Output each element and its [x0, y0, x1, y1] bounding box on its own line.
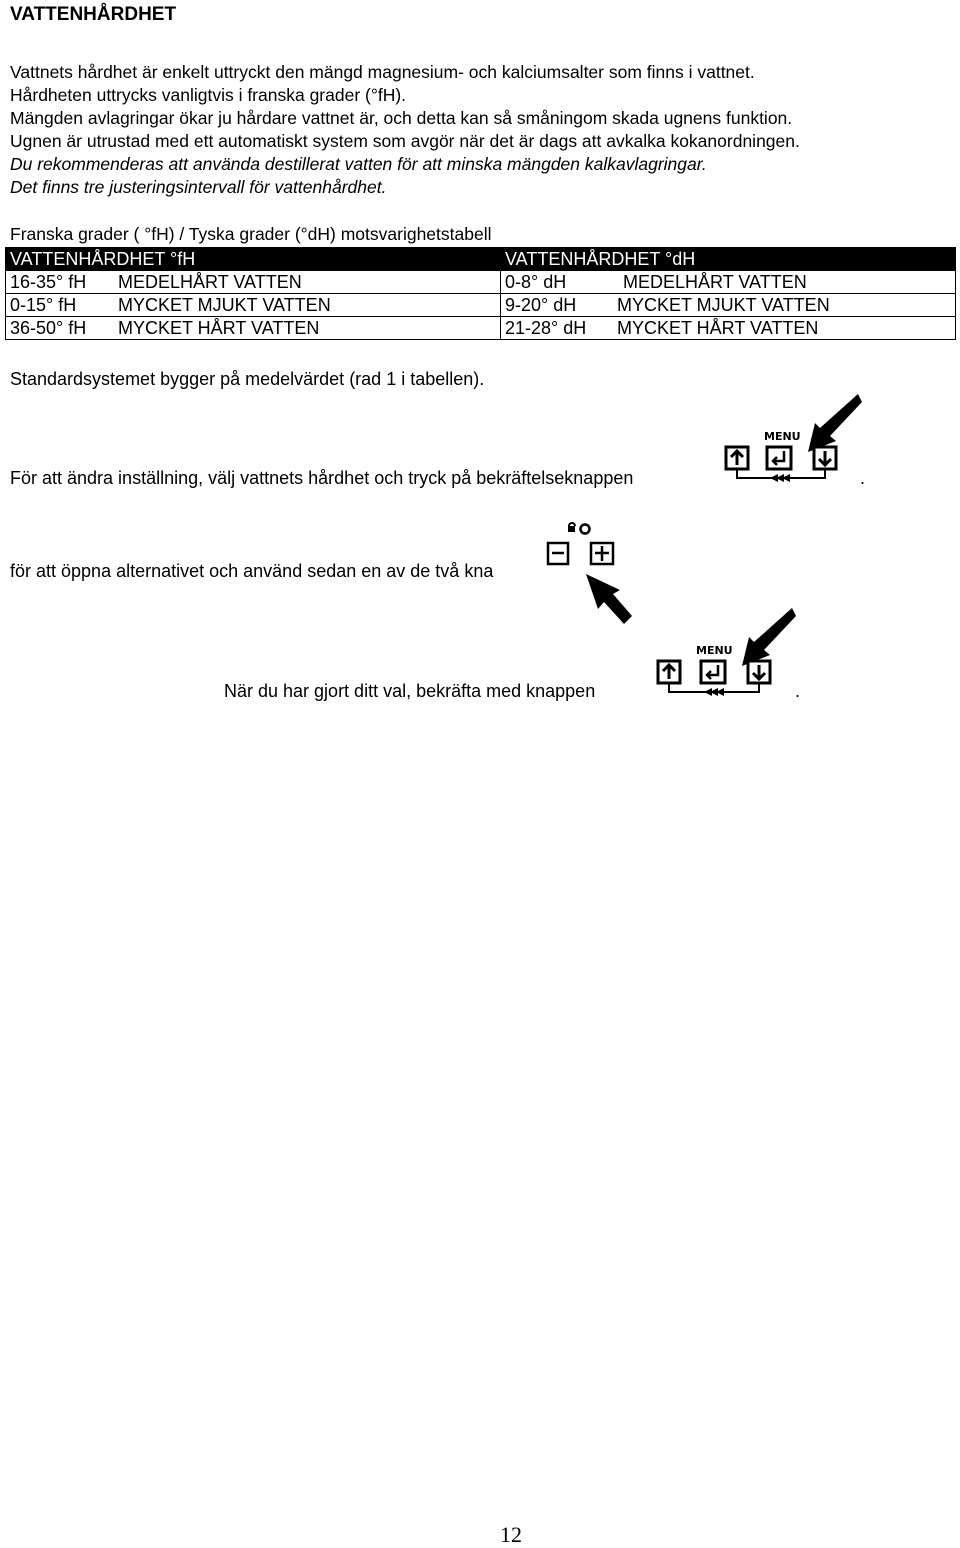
intro-line-3: Mängden avlagringar ökar ju hårdare vattnet är, och detta kan så småningom skada ugnens funktion.	[10, 108, 793, 128]
down-arrow-icon[interactable]	[748, 661, 770, 683]
down-arrow-icon[interactable]	[814, 447, 836, 469]
pointer-arrow-icon	[586, 574, 632, 624]
enter-icon[interactable]	[767, 447, 791, 469]
up-arrow-icon[interactable]	[658, 661, 680, 683]
intro-line-1: Vattnets hårdhet är enkelt uttryckt den mängd magnesium- och kalciumsalter som finns i vattnet.	[10, 62, 755, 82]
intro-line-4: Ugnen är utrustad med ett automatiskt system som avgör när det är dags att avkalka kokanordningen.	[10, 131, 800, 151]
intro-line-6: Det finns tre justeringsintervall för vattenhårdhet.	[10, 177, 387, 197]
fh-label: MEDELHÅRT VATTEN	[118, 271, 302, 292]
enter-icon[interactable]	[701, 661, 725, 683]
menu-label: MENU	[696, 644, 733, 657]
fh-label: MYCKET MJUKT VATTEN	[118, 294, 331, 315]
instruction-step-3-end: .	[795, 681, 801, 701]
header-fh: VATTENHÅRDHET °fH	[6, 248, 501, 271]
header-dh: VATTENHÅRDHET °dH	[501, 248, 956, 271]
pointer-arrow-icon	[742, 608, 796, 666]
table-row	[6, 317, 956, 340]
plus-icon[interactable]	[591, 543, 613, 564]
table-header-row	[6, 248, 956, 271]
dh-label: MYCKET HÅRT VATTEN	[617, 317, 819, 338]
dh-label: MEDELHÅRT VATTEN	[623, 271, 807, 292]
control-panel[interactable]	[646, 602, 796, 702]
intro-line-5: Du rekommenderas att använda destillerat vatten för att minska mängden kalkavlagringar.	[10, 154, 707, 174]
rewind-icon	[704, 688, 724, 696]
fh-range: 0-15° fH	[10, 294, 77, 315]
table-caption: Franska grader ( °fH) / Tyska grader (°dH) motsvarighetstabell	[10, 224, 492, 244]
page-title: VATTENHÅRDHET	[10, 4, 177, 25]
minus-icon[interactable]	[548, 543, 568, 564]
dh-range: 9-20° dH	[505, 294, 577, 315]
adjust-panel[interactable]	[540, 520, 640, 630]
standard-note: Standardsystemet bygger på medelvärdet (rad 1 i tabellen).	[10, 369, 485, 389]
fh-range: 36-50° fH	[10, 317, 87, 338]
fh-range: 16-35° fH	[10, 271, 87, 292]
instruction-step-1-end: .	[860, 468, 866, 488]
table-row	[6, 271, 956, 294]
pointer-arrow-icon	[808, 394, 862, 452]
menu-label: MENU	[764, 430, 801, 443]
lock-clock-icon	[568, 523, 590, 534]
rewind-icon	[770, 474, 790, 482]
hardness-table	[5, 247, 956, 340]
intro-line-2: Hårdheten uttrycks vanligtvis i franska grader (°fH).	[10, 85, 407, 105]
table-row	[6, 294, 956, 317]
dh-label: MYCKET MJUKT VATTEN	[617, 294, 830, 315]
up-arrow-icon[interactable]	[726, 447, 748, 469]
instruction-step-2: för att öppna alternativet och använd sedan en av de två kna	[10, 561, 494, 581]
control-panel[interactable]	[712, 388, 862, 488]
dh-range: 21-28° dH	[505, 317, 587, 338]
instruction-step-1: För att ändra inställning, välj vattnets hårdhet och tryck på bekräftelseknappen	[10, 468, 634, 488]
dh-range: 0-8° dH	[505, 271, 567, 292]
fh-label: MYCKET HÅRT VATTEN	[118, 317, 320, 338]
page-number: 12	[500, 1522, 522, 1547]
instruction-step-3: När du har gjort ditt val, bekräfta med knappen	[224, 681, 596, 701]
